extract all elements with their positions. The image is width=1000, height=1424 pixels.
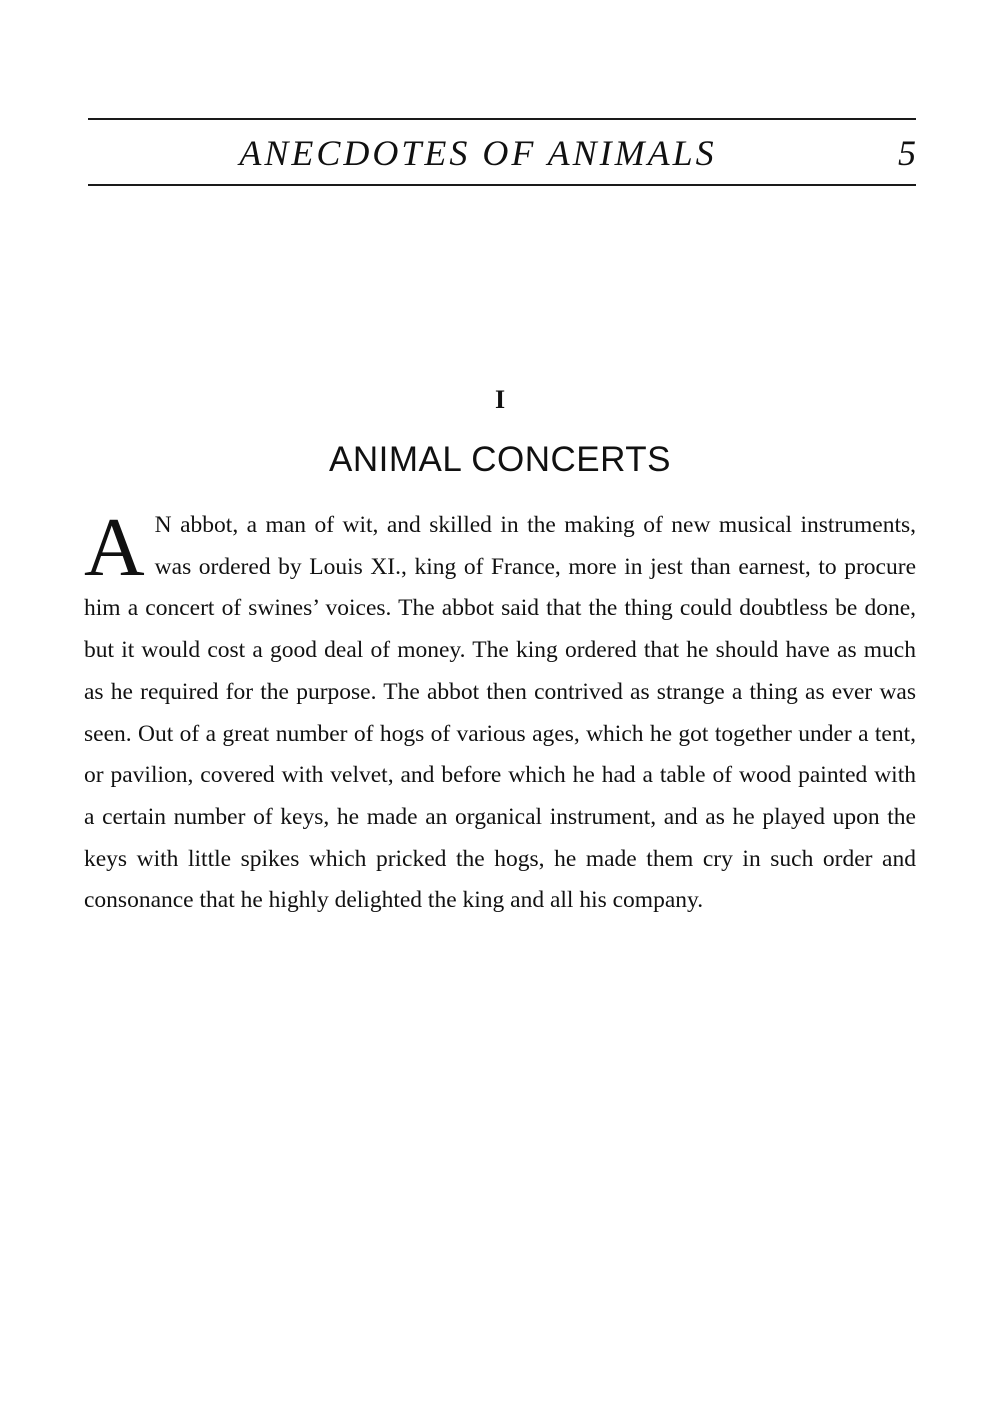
- page-number: 5: [898, 133, 916, 173]
- running-title: ANECDOTES OF ANIMALS: [239, 133, 717, 173]
- chapter-number: I: [494, 385, 506, 414]
- header-rule-bottom: [88, 184, 916, 186]
- paragraph-text: N abbot, a man of wit, and skilled in the making of new musical instruments, was ordered by Louis XI., king of France, more in jest than earnest, to procure him a concert of swines’ voices. The abbot said that the thing could doubtless be done, but it would cost a good deal of money. The king ordered that he should have as much as he required for the purpose. The abbot then contrived as strange a thing as ever was seen. Out of a great number of hogs of various ages, which he got together under a tent, or pavilion, covered with velvet, and before which he had a table of wood painted with a certain number of keys, he made an organical instrument, and as he played upon the keys with little spikes which pricked the hogs, he made them cry in such order and consonance that he highly delighted the king and all his company.: [84, 512, 916, 914]
- chapter-title: ANIMAL CONCERTS: [329, 440, 671, 479]
- drop-cap: A: [84, 501, 145, 594]
- body-paragraph: [84, 501, 916, 922]
- running-head: [88, 128, 916, 178]
- header-rule-top: [88, 118, 916, 120]
